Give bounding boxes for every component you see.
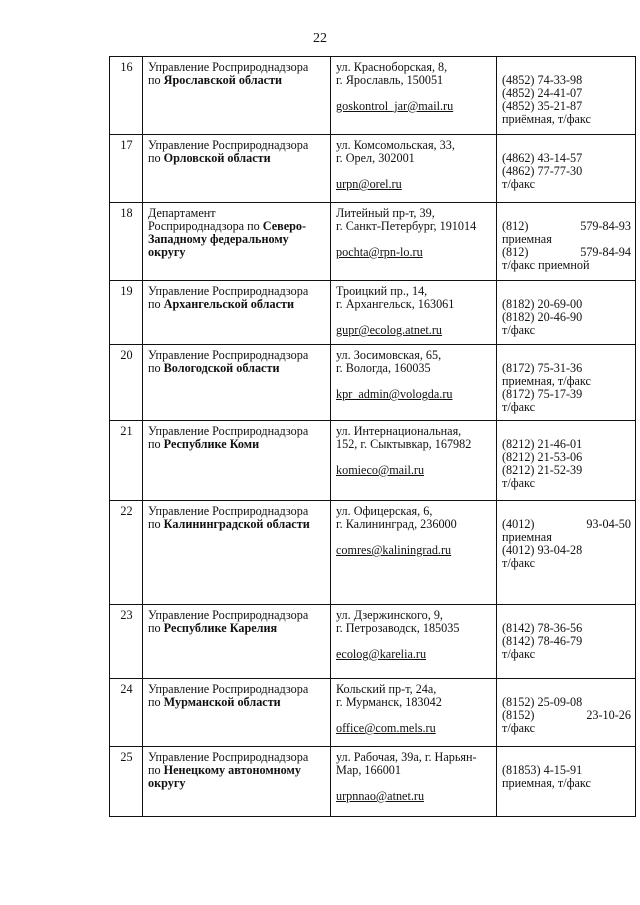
address-cell — [331, 203, 497, 281]
organization-text: Управление Росприроднадзора — [148, 138, 309, 152]
row-number: 22 — [120, 504, 133, 518]
organization-text: по — [148, 437, 164, 451]
organization-text: по — [148, 151, 164, 165]
address-cell — [331, 57, 497, 135]
organization-text: по — [148, 621, 164, 635]
address-cell — [331, 679, 497, 747]
phone-number: 23-10-26 — [586, 708, 631, 722]
address-cell — [331, 135, 497, 203]
phone-line: (8172) 75-31-36 — [502, 361, 583, 375]
organization-name — [148, 750, 308, 790]
address-line: г. Ярославль, 150051 — [336, 73, 444, 87]
table-row — [110, 679, 636, 747]
phone-cell — [497, 135, 636, 203]
phone-cell — [497, 747, 636, 817]
row-number: 16 — [120, 60, 133, 74]
email-address: office@com.mels.ru — [336, 721, 436, 735]
organization-name — [148, 60, 308, 87]
address-line: ул. Интернациональная, — [336, 424, 462, 438]
phone-code: (8152) — [502, 708, 535, 722]
address-line: ул. Дзержинского, 9, — [336, 608, 443, 622]
organization-cell — [143, 421, 331, 501]
row-number-cell — [110, 345, 143, 421]
organization-name — [148, 608, 308, 635]
organization-text: по — [148, 517, 164, 531]
region-name: Калининградской области — [163, 517, 310, 531]
organization-text: по — [148, 763, 164, 777]
phone-line: приемная, т/факс — [502, 374, 591, 388]
row-number-cell — [110, 679, 143, 747]
phone-line: (4862) 77-77-30 — [502, 164, 583, 178]
row-number: 19 — [120, 284, 133, 298]
table-row — [110, 135, 636, 203]
organization-cell — [143, 501, 331, 605]
row-number: 24 — [120, 682, 133, 696]
row-number: 21 — [120, 424, 133, 438]
table-row — [110, 281, 636, 345]
address-line: г. Орел, 302001 — [336, 151, 415, 165]
phone-line: приемная — [502, 232, 552, 246]
phone-line: (4012) 93-04-28 — [502, 543, 583, 557]
row-number-cell — [110, 605, 143, 679]
phone-cell — [497, 203, 636, 281]
phone-list — [502, 609, 631, 661]
phone-line: т/факс — [502, 647, 536, 661]
email-address: gupr@ecolog.atnet.ru — [336, 323, 442, 337]
organization-text: Департамент — [148, 206, 216, 220]
phone-list — [502, 349, 631, 414]
phone-line: (8142) 78-46-79 — [502, 634, 583, 648]
row-number-cell — [110, 135, 143, 203]
organization-cell — [143, 345, 331, 421]
table-row — [110, 605, 636, 679]
organization-cell — [143, 203, 331, 281]
email-address: comres@kaliningrad.ru — [336, 543, 452, 557]
address-line: ул. Комсомольская, 33, — [336, 138, 455, 152]
phone-line: (8182) 20-46-90 — [502, 310, 583, 324]
organization-text: Управление Росприроднадзора — [148, 348, 309, 362]
address-line: ул. Красноборская, 8, — [336, 60, 448, 74]
table-row — [110, 345, 636, 421]
region-name: Орловской области — [163, 151, 271, 165]
row-number: 17 — [120, 138, 133, 152]
row-number: 20 — [120, 348, 133, 362]
address-line: Мар, 166001 — [336, 763, 401, 777]
email-address: kpr_admin@vologda.ru — [336, 387, 453, 401]
phone-line: приёмная, т/факс — [502, 112, 591, 126]
organization-name — [148, 682, 308, 709]
organization-text: Управление Росприроднадзора — [148, 608, 309, 622]
region-name: Республике Карелия — [163, 621, 278, 635]
phone-code: (812) — [502, 219, 529, 233]
phone-list — [502, 207, 631, 272]
phone-list — [502, 505, 631, 570]
organization-cell — [143, 57, 331, 135]
address-line: ул. Офицерская, 6, — [336, 504, 433, 518]
organization-name — [148, 206, 306, 259]
phone-number: 579-84-94 — [580, 245, 631, 259]
row-number-cell — [110, 747, 143, 817]
address-cell — [331, 345, 497, 421]
organization-text: Управление Росприроднадзора — [148, 424, 309, 438]
phone-number: 579-84-93 — [580, 219, 631, 233]
email-address: goskontrol_jar@mail.ru — [336, 99, 454, 113]
email-address: urpn@orel.ru — [336, 177, 402, 191]
phone-list — [502, 139, 631, 191]
organization-text: Росприроднадзора по — [148, 219, 263, 233]
phone-list — [502, 61, 631, 126]
phone-line: (8212) 21-46-01 — [502, 437, 583, 451]
organization-name — [148, 138, 308, 165]
region-name: Северо-Западному федеральному округу — [148, 219, 307, 259]
region-name: Ярославской области — [163, 73, 283, 87]
organization-name — [148, 424, 308, 451]
phone-list — [502, 285, 631, 337]
table-row — [110, 501, 636, 605]
phone-line: т/факс — [502, 721, 536, 735]
address-line: Троицкий пр., 14, — [336, 284, 428, 298]
address-cell — [331, 747, 497, 817]
phone-line: (81853) 4-15-91 — [502, 763, 583, 777]
phone-line: (8182) 20-69-00 — [502, 297, 583, 311]
phone-cell — [497, 501, 636, 605]
region-name: Республике Коми — [163, 437, 260, 451]
phone-line: (8142) 78-36-56 — [502, 621, 583, 635]
phone-code: (812) — [502, 245, 529, 259]
address-line: ул. Рабочая, 39а, г. Нарьян- — [336, 750, 477, 764]
address-cell — [331, 605, 497, 679]
phone-cell — [497, 281, 636, 345]
phone-line: (8152) 25-09-08 — [502, 695, 583, 709]
organization-cell — [143, 747, 331, 817]
table-row — [110, 747, 636, 817]
email-address: ecolog@karelia.ru — [336, 647, 427, 661]
row-number: 25 — [120, 750, 133, 764]
organization-cell — [143, 605, 331, 679]
organization-cell — [143, 135, 331, 203]
table-row — [110, 203, 636, 281]
phone-cell — [497, 679, 636, 747]
email-address: urpnnao@atnet.ru — [336, 789, 425, 803]
row-number-cell — [110, 421, 143, 501]
phone-line: т/факс — [502, 323, 536, 337]
email-address: pochta@rpn-lo.ru — [336, 245, 423, 259]
row-number-cell — [110, 281, 143, 345]
phone-line: (8172) 75-17-39 — [502, 387, 583, 401]
phone-code: (4012) — [502, 517, 535, 531]
organization-cell — [143, 281, 331, 345]
phone-cell — [497, 57, 636, 135]
region-name: Архангельской области — [163, 297, 295, 311]
organization-text: по — [148, 361, 164, 375]
table-row — [110, 421, 636, 501]
phone-line: т/факс приемной — [502, 258, 590, 272]
phone-line: (4862) 43-14-57 — [502, 151, 583, 165]
phone-line: т/факс — [502, 476, 536, 490]
phone-line: т/факс — [502, 177, 536, 191]
address-line: ул. Зосимовская, 65, — [336, 348, 442, 362]
organization-text: по — [148, 73, 164, 87]
directory-table — [109, 56, 636, 817]
row-number-cell — [110, 203, 143, 281]
address-line: г. Калининград, 236000 — [336, 517, 457, 531]
table-row — [110, 57, 636, 135]
address-line: г. Санкт-Петербург, 191014 — [336, 219, 477, 233]
address-line: Кольский пр-т, 24а, — [336, 682, 437, 696]
row-number: 18 — [120, 206, 133, 220]
organization-name — [148, 348, 308, 375]
address-cell — [331, 421, 497, 501]
phone-number: 93-04-50 — [586, 517, 631, 531]
phone-cell — [497, 421, 636, 501]
row-number-cell — [110, 501, 143, 605]
phone-line: приемная — [502, 530, 552, 544]
organization-name — [148, 284, 308, 311]
phone-cell — [497, 605, 636, 679]
phone-list — [502, 751, 631, 790]
organization-name — [148, 504, 310, 531]
organization-cell — [143, 679, 331, 747]
phone-line: т/факс — [502, 400, 536, 414]
page-number: 22 — [313, 31, 327, 46]
address-line: г. Мурманск, 183042 — [336, 695, 442, 709]
row-number: 23 — [120, 608, 133, 622]
phone-line: т/факс — [502, 556, 536, 570]
organization-text: Управление Росприроднадзора — [148, 682, 309, 696]
address-cell — [331, 501, 497, 605]
directory-rows — [110, 57, 636, 817]
address-line: г. Архангельск, 163061 — [336, 297, 455, 311]
region-name: Вологодской области — [163, 361, 280, 375]
organization-text: по — [148, 695, 164, 709]
address-line: Литейный пр-т, 39, — [336, 206, 435, 220]
phone-cell — [497, 345, 636, 421]
phone-list — [502, 683, 631, 735]
phone-line: (4852) 24-41-07 — [502, 86, 583, 100]
address-cell — [331, 281, 497, 345]
organization-text: Управление Росприроднадзора — [148, 60, 309, 74]
region-name: Мурманской области — [163, 695, 281, 709]
address-line: 152, г. Сыктывкар, 167982 — [336, 437, 472, 451]
email-address: komieco@mail.ru — [336, 463, 425, 477]
organization-text: Управление Росприроднадзора — [148, 750, 309, 764]
phone-list — [502, 425, 631, 490]
organization-text: Управление Росприроднадзора — [148, 504, 309, 518]
phone-line: (4852) 74-33-98 — [502, 73, 583, 87]
phone-line: (8212) 21-53-06 — [502, 450, 583, 464]
region-name: Ненецкому автономному округу — [148, 763, 301, 790]
phone-line: (4852) 35-21-87 — [502, 99, 583, 113]
organization-text: Управление Росприроднадзора — [148, 284, 309, 298]
phone-line: (8212) 21-52-39 — [502, 463, 583, 477]
address-line: г. Петрозаводск, 185035 — [336, 621, 460, 635]
address-line: г. Вологда, 160035 — [336, 361, 431, 375]
organization-text: по — [148, 297, 164, 311]
phone-line: приемная, т/факс — [502, 776, 591, 790]
row-number-cell — [110, 57, 143, 135]
